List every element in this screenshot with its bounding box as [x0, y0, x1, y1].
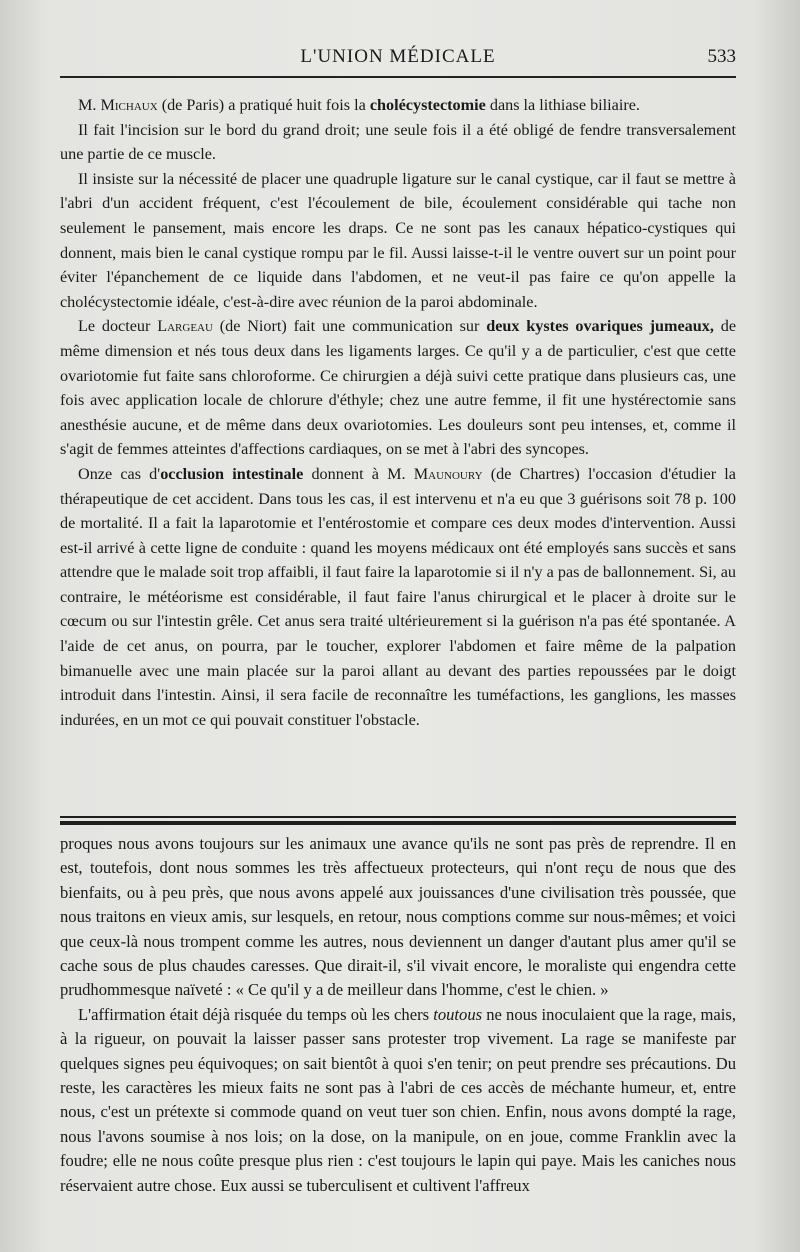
- paragraph-maunoury: [60, 462, 736, 733]
- upper-article: [60, 93, 736, 732]
- paragraph-rage: [60, 1003, 736, 1198]
- paragraph-text: Onze cas d': [78, 464, 161, 483]
- paragraph-ligature: Il insiste sur la nécessité de placer une quadruple ligature sur le canal cystique, car il faut se mettre à l'abri d'un accident fréquent, c'est l'écoulement de bile, écoulement considérable qui tache non seulement le pansement, mais encore les draps. Ce ne sont pas les canaux hépatico-cystiques qui donnent, mais bien le canal cystique rompu par le fil. Aussi laisse-t-il le ventre ouvert sur un point pour éviter l'épanchement de ce liquide dans l'abdomen, et ne veut-il pas faire ce qu'on appelle la cholécystectomie idéale, c'est-à-dire avec réunion de la paroi abdominale.: [60, 169, 736, 311]
- paragraph-michaux: [60, 93, 736, 118]
- paragraph-text: (de Niort) fait une communication sur: [212, 317, 487, 336]
- paragraph-text: donnent à M.: [303, 464, 414, 483]
- running-title: L'UNION MÉDICALE: [300, 46, 496, 67]
- procedure-term: deux kystes ovariques jumeaux,: [486, 317, 714, 336]
- paragraph-text: (de Chartres) l'occasion d'étudier la thérapeutique de cet accident. Dans tous les cas, il est intervenu et n'a eu que 3 guérisons soit 78 p. 100 de mortalité. Il a fait la laparotomie et l'entérostomie et compare ces deux modes d'intervention. Aussi est-il arrivé à cette ligne de conduite : quand les moyens médicaux ont été employés sans succès et sans attendre que le malade soit trop affaibli, il faut faire la laparotomie si il n'y a pas de ballonnement. Si, au contraire, le météorisme est considérable, il faut faire l'anus chirurgical et le placer à droite sur le cœcum ou sur l'intestin grêle. Cet anus sera traité ultérieurement si la guérison n'a pas été spontanée. A l'aide de cet anus, on pourra, par le toucher, explorer l'abdomen et faire même de la palpation bimanuelle avec une main placée sur la paroi allant au devant des parties repoussées par le doigt introduit dans l'intestin. Ainsi, il sera facile de reconnaître les tuméfactions, les ganglions, les masses indurées, en un mot ce qui pouvait constituer l'obstacle.: [60, 464, 736, 729]
- section-divider: [60, 816, 736, 825]
- paragraph-text: de même dimension et nés tous deux dans les ligaments larges. Ce qu'il y a de particulier, c'est que cette ovariotomie fut faite sans chloroforme. Ce chirurgien a déjà suivi cette pratique dans plusieurs cas, une fois avec application locale de chlorure d'éthyle; chez une autre femme, il fit une hystérectomie sans anesthésie aucune, et de même dans deux ovariotomies. Les douleurs sont peu intenses, et, comme il s'agit de femmes atteintes d'affections cardiaques, on se met à l'abri des syncopes.: [60, 317, 736, 459]
- paragraph-incision: Il fait l'incision sur le bord du grand droit; une seule fois il a été obligé de fendre transversalement une partie de ce muscle.: [60, 120, 736, 164]
- feuilleton-article: [60, 832, 736, 1198]
- page-header: [60, 36, 736, 76]
- author-name: Largeau: [157, 317, 213, 336]
- paragraph-text: L'affirmation était déjà risquée du temps où les chers: [78, 1004, 434, 1024]
- procedure-term: occlusion intestinale: [160, 464, 304, 483]
- author-name: M. Michaux: [78, 96, 158, 114]
- header-rule: [60, 76, 736, 78]
- paragraph-text: dans la lithiase biliaire.: [485, 96, 640, 114]
- author-name: Maunoury: [413, 464, 483, 483]
- paragraph-text: Le docteur: [78, 317, 158, 336]
- paragraph-text: (de Paris) a pratiqué huit fois la: [157, 96, 370, 114]
- page-number: 533: [707, 46, 736, 67]
- emphasis-word: toutous: [433, 1004, 483, 1024]
- procedure-term: cholécystectomie: [369, 96, 486, 114]
- paragraph-animals: proques nous avons toujours sur les animaux une avance qu'ils ne sont pas près de reprendre. Il en est, toutefois, dont nous sommes les très affectueux protecteurs, qui n'ont reçu de nous que des bienfaits, ou à peu près, que nous avons appelé aux jouissances d'une civilisation très poussée, que nous traitons en vieux amis, sur lesquels, en retour, nous comptions comme sur nous-mêmes; et voici que ceux-là nous trompent comme les autres, nous deviennent un danger d'autant plus amer qu'il se cache sous de plus chaudes caresses. Que dirait-il, s'il vivait encore, le moraliste qui engendra cette prudhommesque naïveté : « Ce qu'il y a de meilleur dans l'homme, c'est le chien. »: [60, 834, 736, 1000]
- paragraph-largeau: [60, 314, 736, 462]
- paragraph-text: ne nous inoculaient que la rage, mais, à la rigueur, on pouvait la laisser passer sans protester trop vivement. La rage se manifeste par quelques signes peu équivoques; on sait bientôt à quoi s'en tenir; on peut prendre ses précautions. Du reste, les caractères les mieux faits ne sont pas à l'abri de ces accès de méchante humeur, et, entre nous, c'est un prétexte si commode quand on veut tuer son chien. Enfin, nous avons dompté la rage, nous l'avons soumise à nos lois; on la dose, on la manipule, on en joue, comme Franklin avec la foudre; elle ne nous coûte presque plus rien : c'est toujours le lapin qui paye. Mais les caniches nous réservaient autre chose. Eux aussi se tuberculisent et cultivent l'affreux: [60, 1004, 736, 1195]
